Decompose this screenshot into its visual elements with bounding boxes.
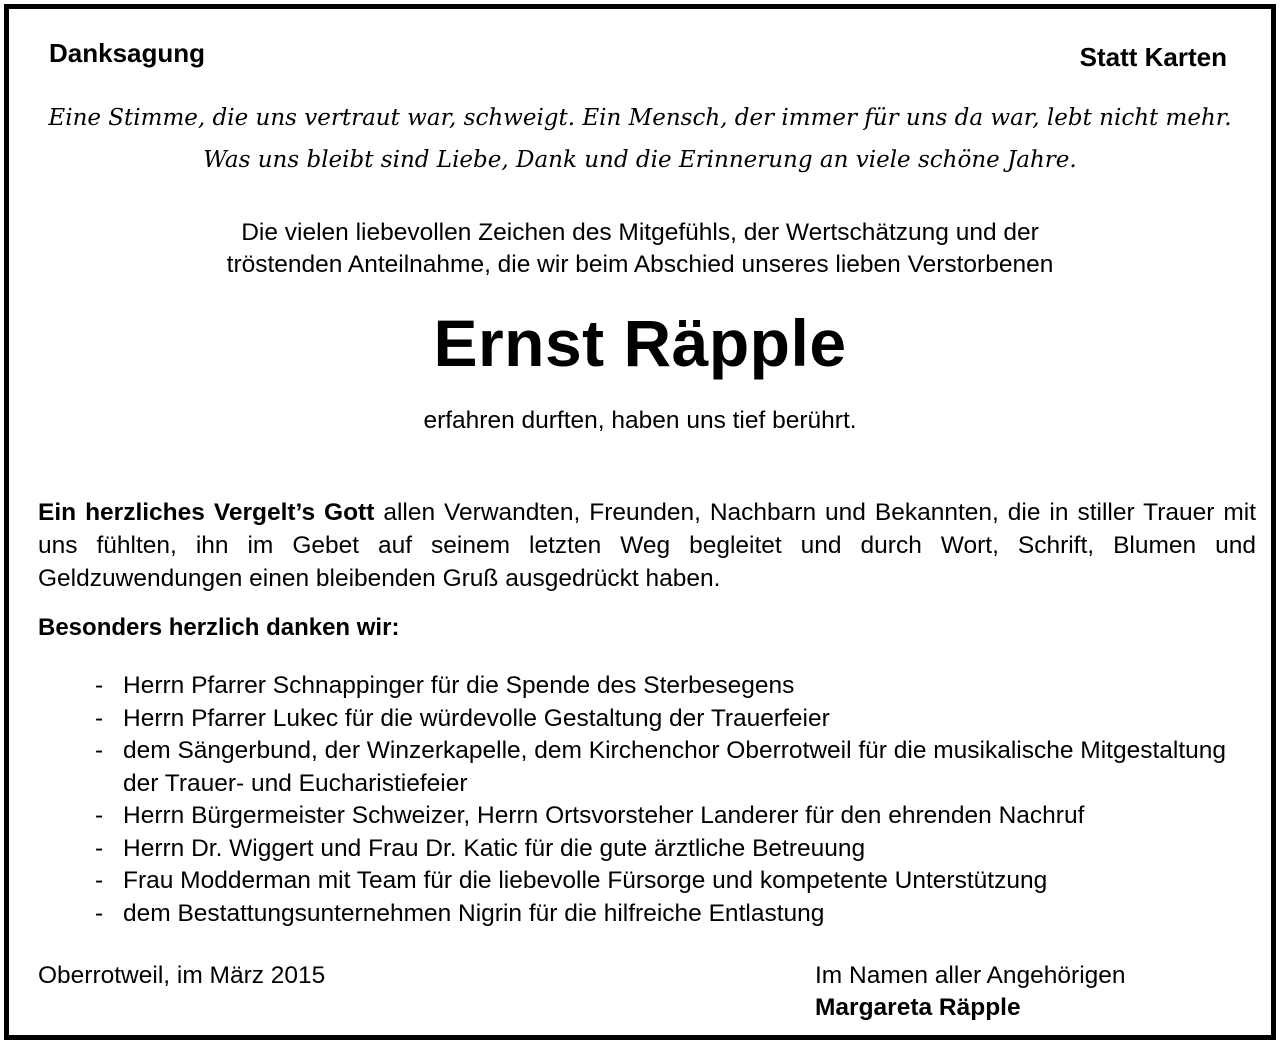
list-item (95, 800, 1265, 833)
intro-line-1: Die vielen liebevollen Zeichen des Mitgefühls, der Wertschätzung und der (241, 219, 1039, 246)
list-item (95, 703, 1265, 736)
bullet-dash: - (95, 704, 104, 732)
list-item-text: Frau Modderman mit Team für die liebevolle Fürsorge und kompetente Unterstützung (123, 867, 1048, 894)
special-thanks-list (95, 670, 1265, 930)
signature-line: Im Namen aller Angehörigen (815, 962, 1126, 989)
list-item (95, 833, 1265, 866)
thanks-paragraph (38, 496, 1256, 595)
motto-line-2: Was uns bleibt sind Liebe, Dank und die Erinnerung an viele schöne Jahre. (203, 147, 1077, 173)
notice-frame (4, 4, 1276, 1040)
thanks-bold-phrase: Ein herzliches Vergelt’s Gott (38, 499, 375, 526)
place-date: Oberrotweil, im März 2015 (38, 962, 326, 989)
list-item (95, 865, 1265, 898)
deceased-name: Ernst Räpple (433, 306, 847, 380)
bullet-dash: - (95, 672, 104, 699)
list-item-text: dem Bestattungsunternehmen Nigrin für die hilfreiche Entlastung (123, 899, 825, 927)
thanks-text: allen Verwandten, Freunden, Nachbarn und Bekannten, die in stiller Trauer mit uns fühlten, ihn im Gebet auf seinem letzten Weg begleitet und durch Wort, Schrift, Blumen und Geldzuwendungen einen bleibenden Gruß ausgedrückt haben. (38, 499, 1257, 592)
bullet-dash: - (95, 867, 104, 894)
header-title: Danksagung (49, 38, 206, 68)
list-item (95, 735, 1265, 800)
signature-name: Margareta Räpple (815, 994, 1021, 1021)
list-item-text: Herrn Dr. Wiggert und Frau Dr. Katic für die gute ärztliche Betreuung (123, 834, 866, 862)
header-statt-karten: Statt Karten (1079, 42, 1227, 72)
list-item-text: Herrn Pfarrer Schnappinger für die Spende des Sterbesegens (123, 672, 795, 699)
list-item-text: Herrn Pfarrer Lukec für die würdevolle Gestaltung der Trauerfeier (123, 704, 830, 732)
bullet-dash: - (95, 899, 104, 927)
after-name-text: erfahren durften, haben uns tief berührt. (423, 407, 857, 434)
list-item (95, 898, 1265, 931)
bullet-dash: - (95, 802, 104, 829)
list-item-text: Herrn Bürgermeister Schweizer, Herrn Ortsvorsteher Landerer für den ehrenden Nachruf (123, 802, 1085, 829)
bullet-dash: - (95, 834, 104, 862)
bullet-dash: - (95, 737, 104, 764)
list-item-text: dem Sängerbund, der Winzerkapelle, dem Kirchenchor Oberrotweil für die musikalische Mitgestaltung der Trauer- und Eucharistiefeier (123, 737, 1227, 797)
motto-line-1: Eine Stimme, die uns vertraut war, schweigt. Ein Mensch, der immer für uns da war, lebt nicht mehr. (48, 105, 1232, 131)
intro-line-2: tröstenden Anteilnahme, die wir beim Abschied unseres lieben Verstorbenen (226, 251, 1054, 278)
list-item (95, 670, 1265, 703)
special-thanks-heading: Besonders herzlich danken wir: (38, 614, 400, 641)
